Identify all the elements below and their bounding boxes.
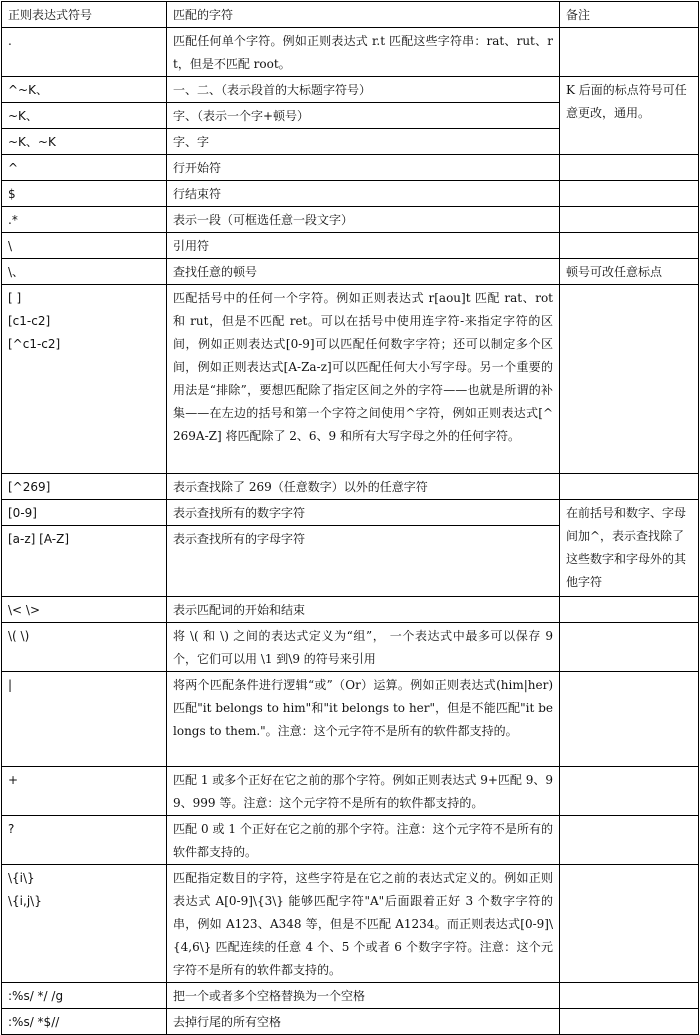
match-cell: 匹配 0 或 1 个正好在它之前的那个字符。注意：这个元字符不是所有的软件都支持的。 (167, 816, 560, 865)
note-cell (560, 816, 699, 865)
symbol-cell: $ (2, 181, 167, 207)
table-row (2, 155, 699, 181)
symbol-cell: ^ (2, 155, 167, 181)
header-symbol: 正则表达式符号 (2, 2, 167, 28)
table-row (2, 767, 699, 816)
symbol-cell: \、 (2, 259, 167, 285)
table-row (2, 474, 699, 500)
match-cell: 表示一段（可框选任意一段文字） (167, 207, 560, 233)
note-cell (560, 672, 699, 767)
note-cell (560, 767, 699, 816)
table-row (2, 259, 699, 285)
symbol-cell: [0-9] (2, 500, 167, 526)
match-cell: 字、字 (167, 129, 560, 155)
table-row (2, 597, 699, 623)
match-cell: 把一个或者多个空格替换为一个空格 (167, 983, 560, 1009)
symbol-cell: ~K、 (2, 103, 167, 129)
symbol-cell: | (2, 672, 167, 767)
table-row (2, 983, 699, 1009)
match-cell: 表示查找所有的数字字符 (167, 500, 560, 526)
symbol-cell: .* (2, 207, 167, 233)
table-row (2, 816, 699, 865)
match-cell: 匹配指定数目的字符，这些字符是在它之前的表达式定义的。例如正则表达式 A[0-9]\{3\} 能够匹配字符"A"后面跟着正好 3 个数字字符的串，例如 A123、A348 等，但是不匹配 A1234。而正则表达式[0-9]\{4,6\} 匹配连续的任意 4 个、5 个或者 6 个数字字符。注意：这个元字符不是所有的软件都支持的。 (167, 865, 560, 983)
symbol-cell (2, 285, 167, 474)
table-row (2, 672, 699, 767)
symbol-cell: ^~K、 (2, 77, 167, 103)
note-cell (560, 155, 699, 181)
symbol-line: [c1-c2] (8, 314, 51, 328)
symbol-cell: \< \> (2, 597, 167, 623)
match-cell: 匹配 1 或多个正好在它之前的那个字符。例如正则表达式 9+匹配 9、99、999 等。注意：这个元字符不是所有的软件都支持的。 (167, 767, 560, 816)
note-brackets: 在前括号和数字、字母间加^，表示查找除了这些数字和字母外的其他字符 (560, 500, 699, 597)
note-dunhao: 顿号可改任意标点 (560, 259, 699, 285)
table-row (2, 207, 699, 233)
note-k-symbols: K 后面的标点符号可任意更改，通用。 (560, 77, 699, 155)
note-cell (560, 28, 699, 77)
regex-reference-table (1, 1, 699, 1035)
note-cell (560, 983, 699, 1009)
table-row (2, 1009, 699, 1035)
match-cell: 一、二、（表示段首的大标题字符号） (167, 77, 560, 103)
note-cell (560, 597, 699, 623)
table-row (2, 181, 699, 207)
match-cell: 表示匹配词的开始和结束 (167, 597, 560, 623)
symbol-line: \{i,j\} (8, 894, 42, 908)
note-cell (560, 233, 699, 259)
note-cell (560, 1009, 699, 1035)
note-cell (560, 474, 699, 500)
match-cell: 查找任意的顿号 (167, 259, 560, 285)
header-match: 匹配的字符 (167, 2, 560, 28)
table-row (2, 28, 699, 77)
note-cell (560, 207, 699, 233)
match-cell: 将两个匹配条件进行逻辑“或”（Or）运算。例如正则表达式(him|her) 匹配"it belongs to him"和"it belongs to her"，但是不能匹配"it belongs to them."。注意：这个元字符不是所有的软件都支持的。 (167, 672, 560, 767)
match-cell: 匹配括号中的任何一个字符。例如正则表达式 r[aou]t 匹配 rat、rot 和 rut，但是不匹配 ret。可以在括号中使用连字符-来指定字符的区间，例如正则表达式[0-9]可以匹配任何数字字符；还可以制定多个区间，例如正则表达式[A-Za-z]可以匹配任何大小写字母。另一个重要的用法是“排除”，要想匹配除了指定区间之外的字符——也就是所谓的补集——在左边的括号和第一个字符之间使用^字符，例如正则表达式[^269A-Z] 将匹配除了 2、6、9 和所有大写字母之外的任何字符。 (167, 285, 560, 474)
table-row (2, 233, 699, 259)
symbol-cell: :%s/ */ /g (2, 983, 167, 1009)
symbol-cell: \( \) (2, 623, 167, 672)
symbol-line: \{i\} (8, 871, 35, 885)
match-cell: 将 \( 和 \) 之间的表达式定义为“组”， 一个表达式中最多可以保存 9 个，它们可以用 \1 到\9 的符号来引用 (167, 623, 560, 672)
match-cell: 表示查找所有的字母字符 (167, 526, 560, 597)
symbol-cell: ? (2, 816, 167, 865)
symbol-cell: . (2, 28, 167, 77)
match-cell: 匹配任何单个字符。例如正则表达式 r.t 匹配这些字符串：rat、rut、r t，但是不匹配 root。 (167, 28, 560, 77)
symbol-cell (2, 865, 167, 983)
table-row (2, 623, 699, 672)
symbol-cell: :%s/ *$// (2, 1009, 167, 1035)
match-cell: 字、（表示一个字+顿号） (167, 103, 560, 129)
match-cell: 引用符 (167, 233, 560, 259)
symbol-cell: [a-z] [A-Z] (2, 526, 167, 597)
symbol-line: [ ] (8, 291, 22, 305)
note-cell (560, 623, 699, 672)
table-row (2, 500, 699, 526)
symbol-line: [^c1-c2] (8, 337, 61, 351)
match-cell: 行开始符 (167, 155, 560, 181)
symbol-cell: ~K、~K (2, 129, 167, 155)
table-row (2, 865, 699, 983)
table-row (2, 285, 699, 474)
note-cell (560, 181, 699, 207)
note-cell (560, 865, 699, 983)
symbol-cell: \ (2, 233, 167, 259)
note-cell (560, 285, 699, 474)
table-row (2, 77, 699, 103)
symbol-cell: + (2, 767, 167, 816)
symbol-cell: [^269] (2, 474, 167, 500)
header-note: 备注 (560, 2, 699, 28)
match-cell: 去掉行尾的所有空格 (167, 1009, 560, 1035)
match-cell: 行结束符 (167, 181, 560, 207)
match-cell: 表示查找除了 269（任意数字）以外的任意字符 (167, 474, 560, 500)
header-row (2, 2, 699, 28)
